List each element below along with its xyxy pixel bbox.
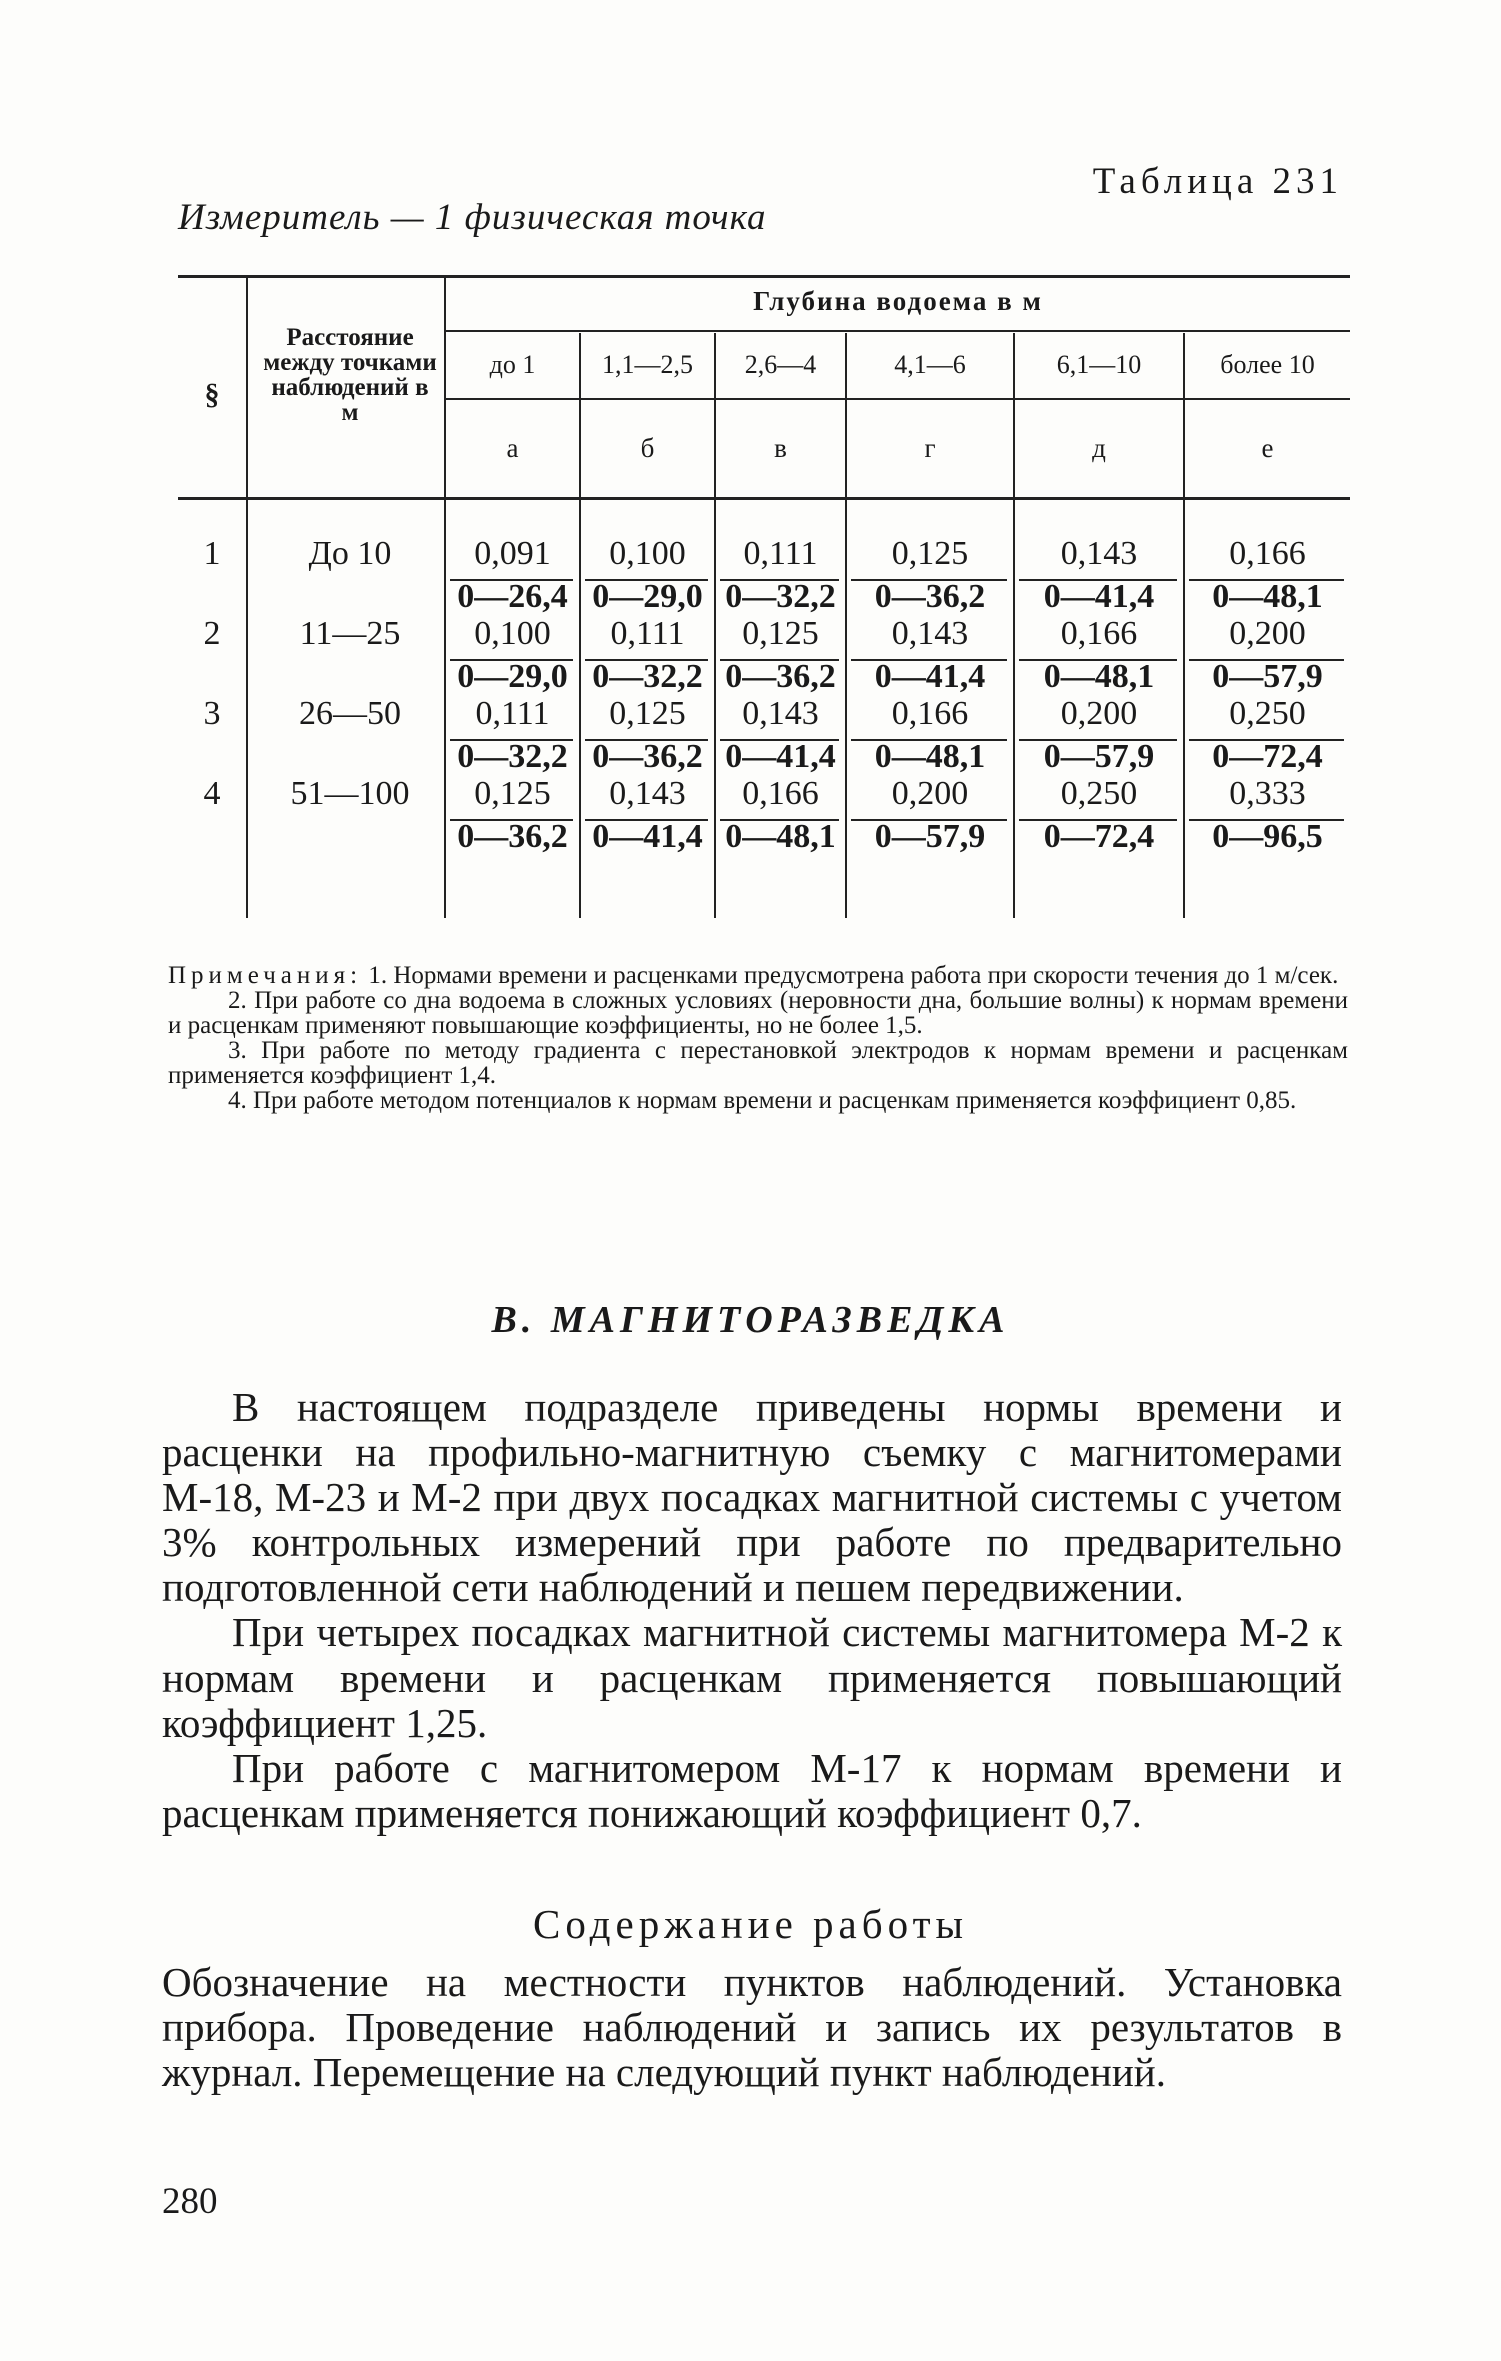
section-title: В. МАГНИТОРАЗВЕДКА [491, 1299, 1010, 1341]
row-distance: 51—100 [290, 775, 410, 812]
time-norm-value: 0,166 [1229, 535, 1306, 572]
depth-range-header: более 10 [1220, 350, 1315, 379]
meter-caption: Измеритель — 1 физическая точка [178, 197, 767, 238]
row-distance: До 10 [308, 535, 392, 572]
row-distance: 11—25 [299, 615, 401, 652]
time-norm-value: 0,125 [742, 615, 819, 652]
time-norm-value: 0,200 [1229, 615, 1306, 652]
paragraph-1: В настоящем подразделе приведены нормы времени и расценки на профильно-магнитную съемку с магнитомерами М-18, М-23 и М-2 при двух посадках магнитной системы с учетом 3% контрольных измерений при работе по предварительно подготовленной сети наблюдений и пешем передвижении. [162, 1384, 1342, 1611]
time-norm-value: 0,166 [742, 775, 819, 812]
rate-value: 0—41,4 [592, 818, 703, 855]
rate-value: 0—72,4 [1043, 818, 1155, 855]
time-norm-value: 0,125 [891, 535, 969, 572]
rate-value: 0—57,9 [1212, 658, 1323, 695]
rate-value: 0—48,1 [725, 818, 836, 855]
rate-value: 0—96,5 [1212, 818, 1323, 855]
column-letter: а [506, 433, 519, 463]
time-norm-value: 0,143 [742, 695, 819, 732]
page-number: 280 [162, 2181, 218, 2222]
notes-label: Примечания: [168, 962, 363, 989]
rate-value: 0—36,2 [725, 658, 836, 695]
content-title: Содержание работы [532, 1901, 969, 1947]
time-norm-value: 0,200 [1060, 695, 1138, 732]
table-notes [168, 963, 1348, 1113]
distance-column-header: Расстояние между точками наблюдений в м [263, 324, 437, 426]
note-1: 1. Нормами времени и расценками предусмотрена работа при скорости течения до 1 м/сек. [368, 962, 1339, 989]
time-norm-value: 0,143 [891, 615, 969, 652]
paragraph-2: При четырех посадках магнитной системы магнитомера М-2 к нормам времени и расценкам применяется повышающий коэффициент 1,25. [162, 1609, 1342, 1746]
row-number: 2 [203, 615, 221, 652]
note-2: 2. При работе со дна водоема в сложных условиях (неровности дна, большие волны) к нормам времени и расценкам применяют повышающие коэффициенты, но не более 1,5. [168, 987, 1348, 1039]
time-norm-value: 0,111 [475, 695, 550, 732]
rate-value: 0—48,1 [1043, 658, 1155, 695]
rate-value: 0—32,2 [457, 738, 568, 775]
time-norm-value: 0,200 [891, 775, 969, 812]
time-norm-value: 0,250 [1229, 695, 1306, 732]
depth-range-header: 1,1—2,5 [602, 350, 693, 379]
depth-range-header: до 1 [489, 350, 536, 379]
row-number: 4 [203, 775, 221, 812]
rate-value: 0—36,2 [874, 578, 986, 615]
time-norm-value: 0,143 [609, 775, 686, 812]
rate-value: 0—29,0 [592, 578, 703, 615]
depth-range-header: 4,1—6 [894, 350, 966, 379]
row-number: 3 [203, 695, 221, 732]
content-text: Обозначение на местности пунктов наблюдений. Установка прибора. Проведение наблюдений и запись их результатов в журнал. Перемещение на следующий пункт наблюдений. [162, 1959, 1342, 2096]
note-4: 4. При работе методом потенциалов к нормам времени и расценкам применяется коэффициент 0,85. [228, 1087, 1297, 1114]
depth-header: Глубина водоема в м [753, 286, 1043, 316]
rate-value: 0—72,4 [1212, 738, 1323, 775]
time-norm-value: 0,250 [1060, 775, 1138, 812]
column-letter: г [924, 433, 936, 463]
rate-value: 0—41,4 [1043, 578, 1155, 615]
rate-value: 0—57,9 [874, 818, 986, 855]
row-distance: 26—50 [299, 695, 401, 732]
time-norm-value: 0,125 [609, 695, 686, 732]
time-norm-value: 0,111 [610, 615, 685, 652]
rate-value: 0—48,1 [1212, 578, 1323, 615]
rate-value: 0—36,2 [457, 818, 568, 855]
section-column-header: § [204, 378, 220, 411]
rate-value: 0—36,2 [592, 738, 703, 775]
rate-value: 0—48,1 [874, 738, 986, 775]
rate-value: 0—57,9 [1043, 738, 1155, 775]
rate-value: 0—29,0 [457, 658, 568, 695]
depth-range-header: 6,1—10 [1056, 350, 1142, 379]
time-norm-value: 0,333 [1229, 775, 1306, 812]
time-norm-value: 0,166 [1060, 615, 1138, 652]
paragraph-3: При работе с магнитомером М-17 к нормам времени и расценкам применяется понижающий коэффициент 0,7. [162, 1744, 1342, 1836]
rate-value: 0—26,4 [457, 578, 568, 615]
time-norm-value: 0,166 [891, 695, 969, 732]
rate-value: 0—41,4 [874, 658, 986, 695]
content-body [162, 1960, 1342, 2095]
column-letter: е [1261, 433, 1274, 463]
rate-value: 0—32,2 [592, 658, 703, 695]
time-norm-value: 0,091 [474, 535, 551, 572]
time-norm-value: 0,125 [474, 775, 551, 812]
time-norm-value: 0,143 [1060, 535, 1138, 572]
time-norm-value: 0,100 [474, 615, 551, 652]
section-body [162, 1385, 1342, 1836]
column-letter: д [1092, 433, 1106, 463]
depth-range-header: 2,6—4 [744, 350, 817, 379]
column-letter: в [774, 433, 787, 463]
row-number: 1 [203, 535, 221, 572]
time-norm-value: 0,111 [743, 535, 818, 572]
note-3: 3. При работе по методу градиента с перестановкой электродов к нормам времени и расценкам применяется коэффициент 1,4. [168, 1037, 1348, 1089]
rate-value: 0—41,4 [725, 738, 836, 775]
column-letter: б [640, 433, 655, 463]
time-norm-value: 0,100 [609, 535, 686, 572]
rate-value: 0—32,2 [725, 578, 836, 615]
table-number: Таблица 231 [1092, 161, 1343, 202]
